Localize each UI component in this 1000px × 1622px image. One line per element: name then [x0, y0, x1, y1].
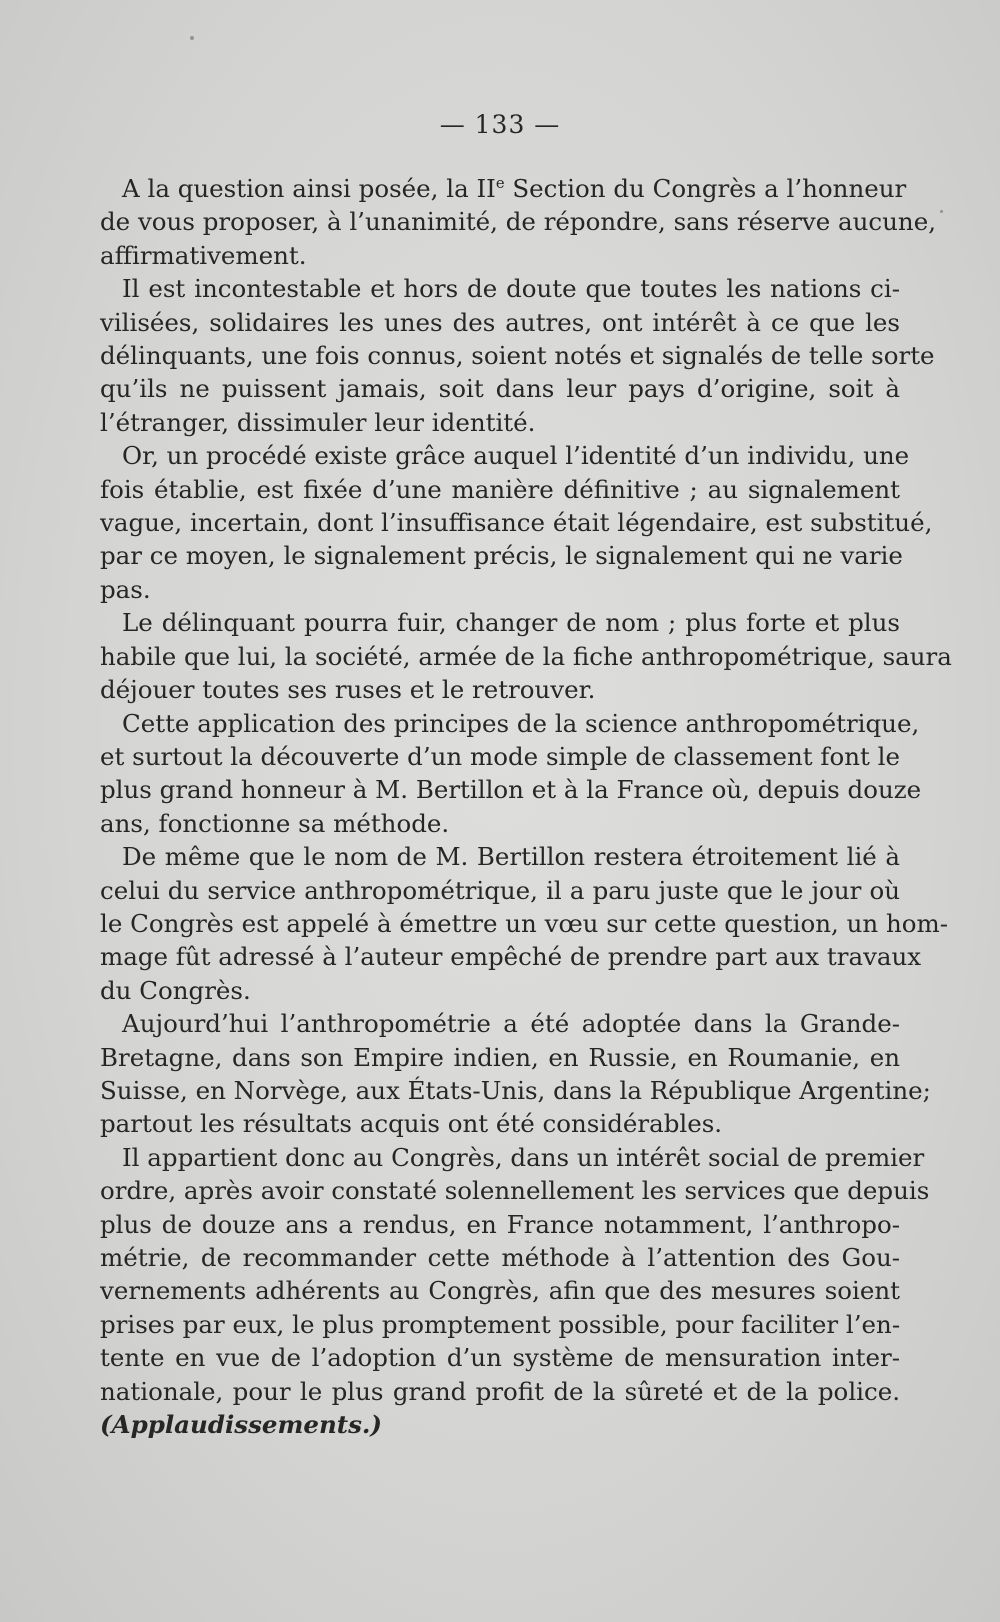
text-segment: Section du Congrès a l’honneur	[504, 174, 907, 203]
text-line: ordre, après avoir constaté solennellement les services que depuis	[100, 1176, 930, 1206]
text-line: pas.	[100, 574, 151, 604]
text-segment: A la question ainsi posée, la II	[122, 174, 496, 203]
text-line: Il est incontestable et hors de doute que toutes les nations ci-	[122, 274, 900, 304]
text-line: habile que lui, la société, armée de la fiche anthropométrique, saura	[100, 641, 952, 671]
paper-speck	[190, 36, 194, 40]
text-line: et surtout la découverte d’un mode simple de classement font le	[100, 741, 900, 771]
text-line: vernements adhérents au Congrès, afin que des mesures soient	[100, 1276, 900, 1306]
text-line: nationale, pour le plus grand profit de la sûreté et de la police.	[100, 1376, 900, 1406]
text-line: Suisse, en Norvège, aux États-Unis, dans la République Argentine;	[100, 1075, 931, 1105]
text-line: Bretagne, dans son Empire indien, en Russie, en Roumanie, en	[100, 1042, 900, 1072]
text-line	[100, 172, 907, 205]
paper-speck	[940, 210, 943, 213]
text-line: déjouer toutes ses ruses et le retrouver.	[100, 675, 596, 705]
text-line: plus grand honneur à M. Bertillon et à la France où, depuis douze	[100, 775, 922, 805]
page-number: — 133 —	[439, 110, 561, 139]
text-line: plus de douze ans a rendus, en France notamment, l’anthropo-	[100, 1209, 900, 1239]
text-line: de vous proposer, à l’unanimité, de répondre, sans réserve aucune,	[100, 207, 936, 237]
text-line: prises par eux, le plus promptement possible, pour faciliter l’en-	[100, 1309, 901, 1339]
text-line: du Congrès.	[100, 975, 251, 1005]
text-line: Il appartient donc au Congrès, dans un intérêt social de premier	[122, 1142, 925, 1172]
text-line: partout les résultats acquis ont été considérables.	[100, 1109, 723, 1139]
text-line: De même que le nom de M. Bertillon restera étroitement lié à	[122, 842, 900, 872]
text-line: qu’ils ne puissent jamais, soit dans leur pays d’origine, soit à	[100, 374, 900, 404]
applause-note: (Applaudissements.)	[100, 1410, 383, 1440]
text-line: délinquants, une fois connus, soient notés et signalés de telle sorte	[100, 341, 935, 371]
text-line: l’étranger, dissimuler leur identité.	[100, 407, 536, 437]
text-line: ans, fonctionne sa méthode.	[100, 808, 450, 838]
text-line: Or, un procédé existe grâce auquel l’identité d’un individu, une	[122, 441, 910, 471]
text-line: mage fût adressé à l’auteur empêché de prendre part aux travaux	[100, 942, 922, 972]
text-line: fois établie, est fixée d’une manière définitive ; au signalement	[100, 474, 900, 504]
text-line: vague, incertain, dont l’insuffisance était légendaire, est substitué,	[100, 508, 933, 538]
text-line: tente en vue de l’adoption d’un système de mensuration inter-	[100, 1343, 900, 1373]
text-line: Aujourd’hui l’anthropométrie a été adoptée dans la Grande-	[122, 1009, 900, 1039]
text-line: affirmativement.	[100, 240, 307, 270]
text-line: par ce moyen, le signalement précis, le signalement qui ne varie	[100, 541, 903, 571]
body-text	[100, 172, 952, 1441]
text-line: celui du service anthropométrique, il a paru juste que le jour où	[100, 875, 900, 905]
superscript: e	[495, 175, 505, 193]
text-line: vilisées, solidaires les unes des autres, ont intérêt à ce que les	[100, 307, 900, 337]
text-line: Le délinquant pourra fuir, changer de nom ; plus forte et plus	[122, 608, 900, 638]
text-line: le Congrès est appelé à émettre un vœu sur cette question, un hom-	[100, 908, 949, 938]
text-line: métrie, de recommander cette méthode à l’attention des Gou-	[100, 1243, 900, 1272]
text-line: Cette application des principes de la science anthropométrique,	[122, 708, 920, 738]
